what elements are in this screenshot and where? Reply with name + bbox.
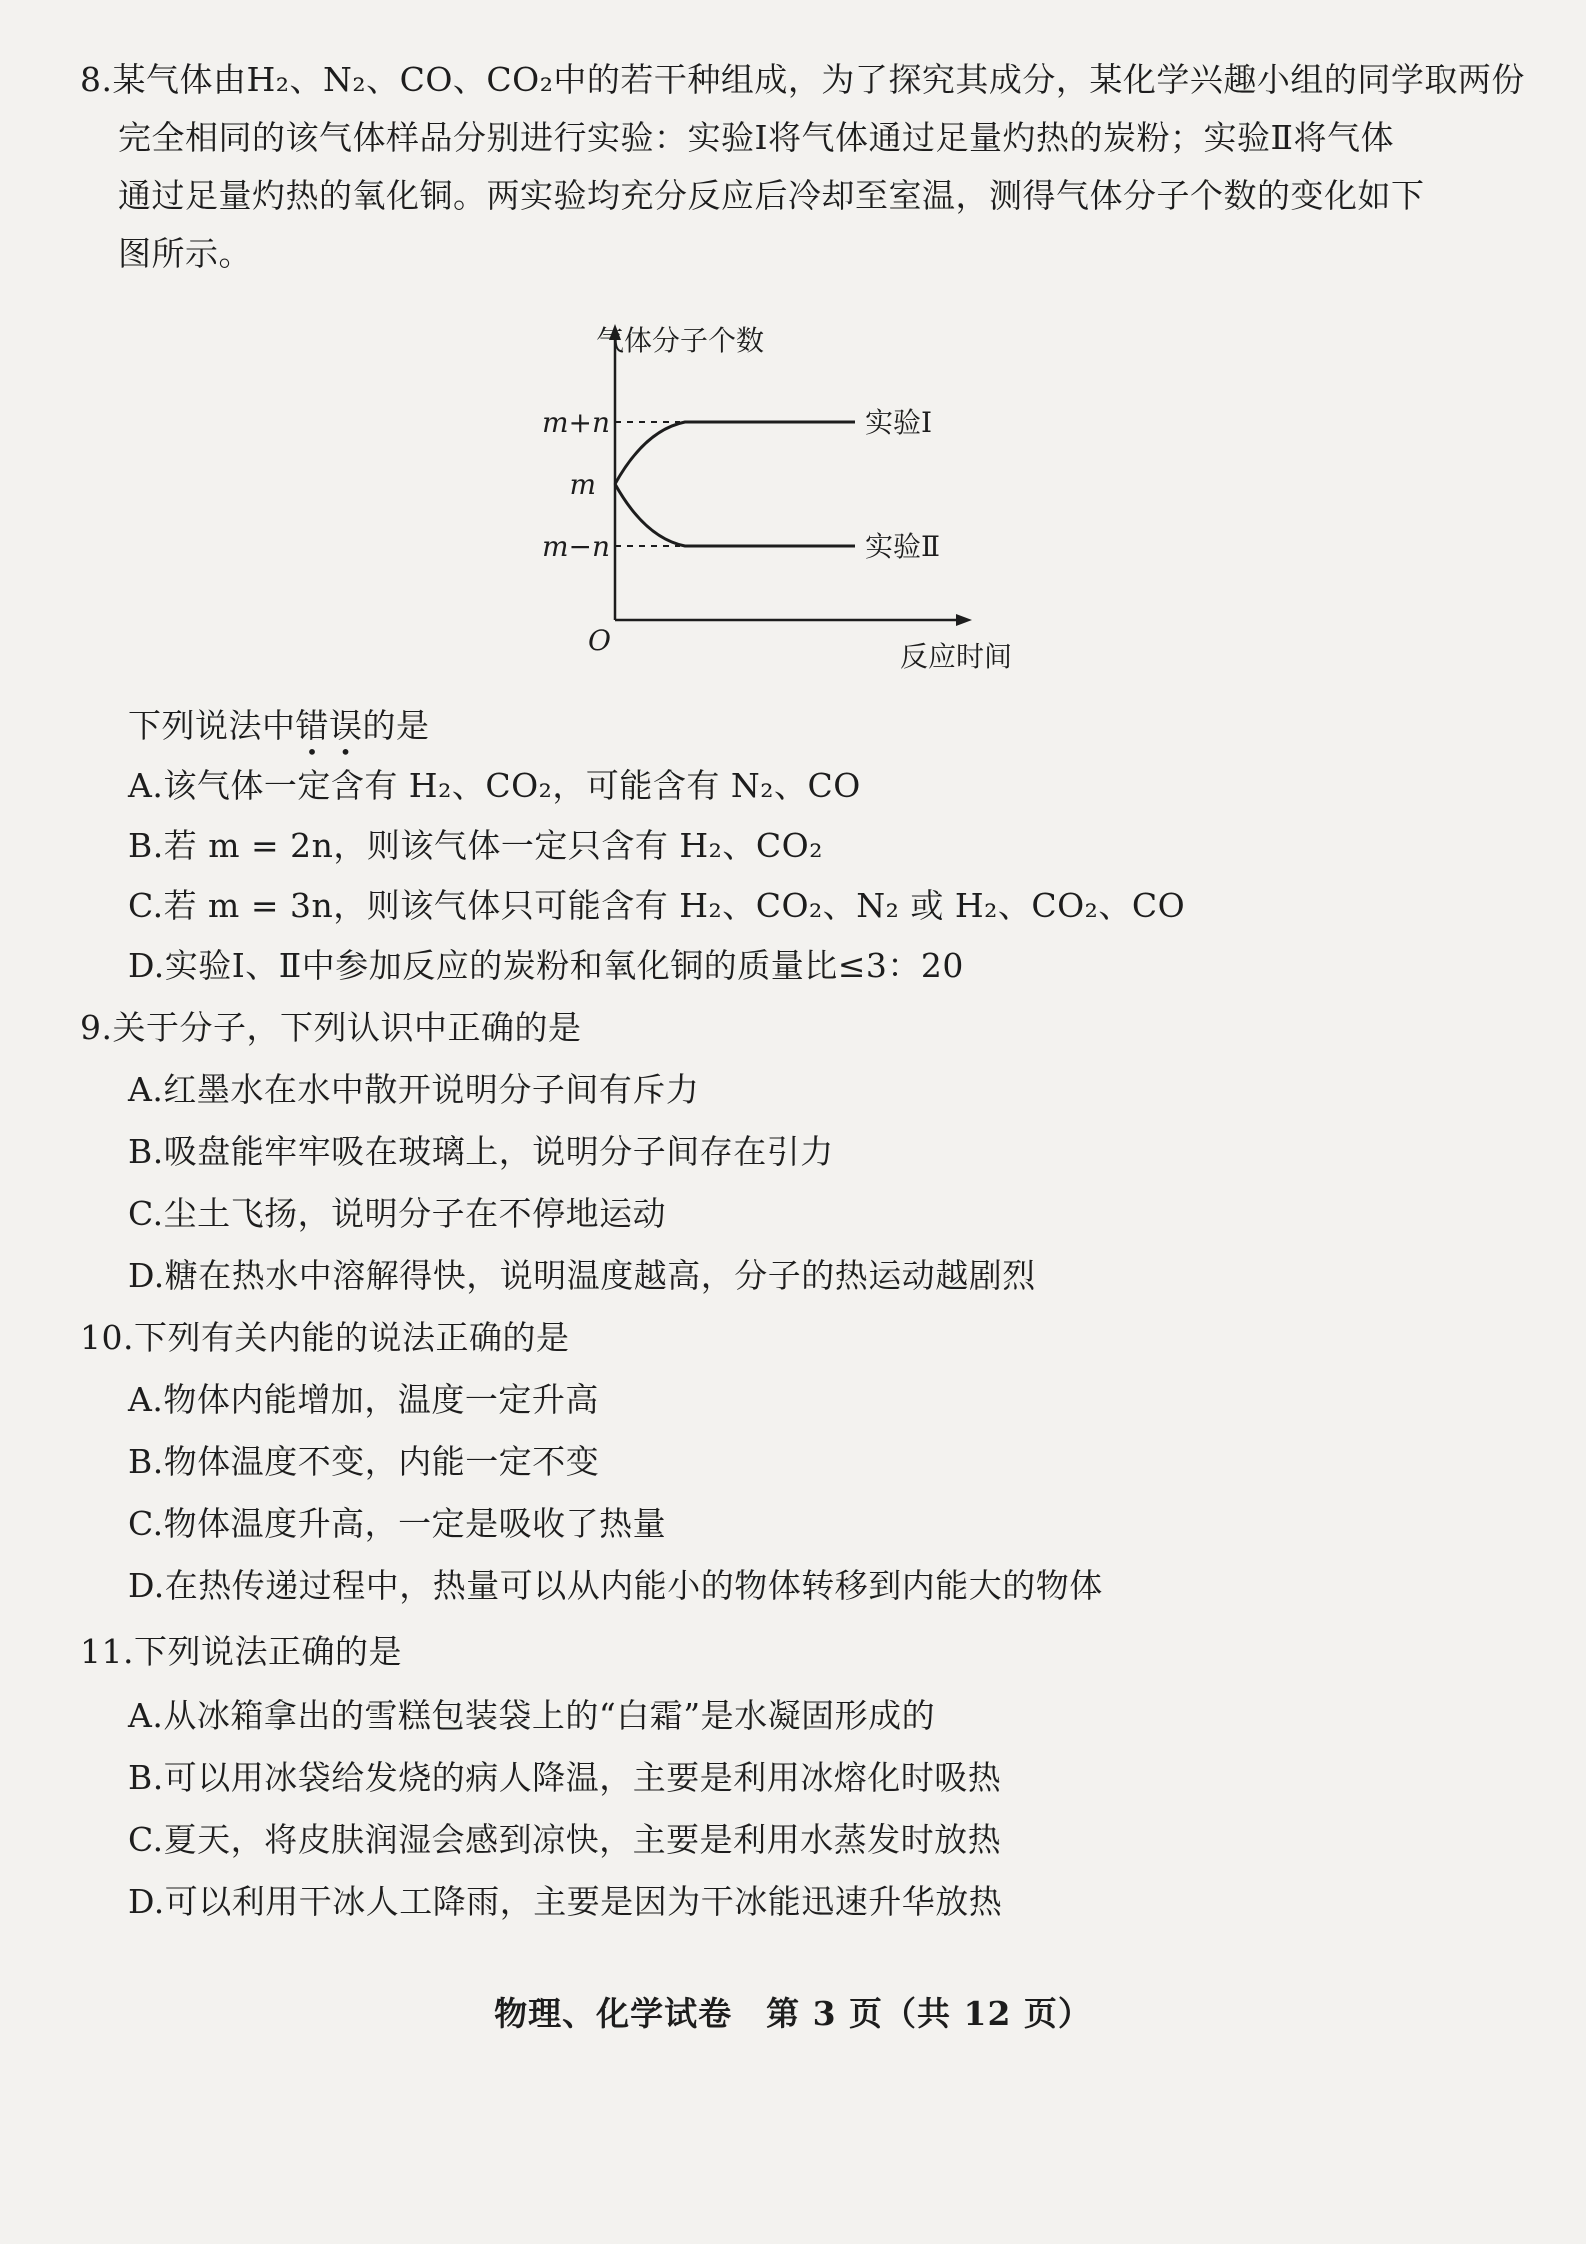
series-line-exp1 xyxy=(615,422,855,484)
series-label-exp1: 实验Ⅰ xyxy=(865,406,933,439)
q11-stem: 11.下列说法正确的是 xyxy=(80,1632,402,1671)
origin-label: O xyxy=(588,624,611,657)
y-axis-label: 气体分子个数 xyxy=(596,324,765,357)
q8-text-line-4: 图所示。 xyxy=(118,234,252,273)
q10-stem: 10.下列有关内能的说法正确的是 xyxy=(80,1318,570,1357)
q10-option-c: C.物体温度升高，一定是吸收了热量 xyxy=(128,1504,667,1543)
q8-option-c: C.若 m = 3n，则该气体只可能含有 H₂、CO₂、N₂ 或 H₂、CO₂、CO xyxy=(128,886,1186,925)
page-footer: 物理、化学试卷 第 3 页（共 12 页） xyxy=(494,1994,1092,2033)
q10-option-d: D.在热传递过程中，热量可以从内能小的物体转移到内能大的物体 xyxy=(128,1566,1103,1605)
q8-option-d: D.实验Ⅰ、Ⅱ中参加反应的炭粉和氧化铜的质量比≤3：20 xyxy=(128,946,964,985)
q8-text-line-1: 8.某气体由H₂、N₂、CO、CO₂中的若干种组成，为了探究其成分，某化学兴趣小组的同学取两份 xyxy=(80,60,1525,99)
q10-option-a: A.物体内能增加，温度一定升高 xyxy=(128,1380,599,1419)
x-axis-arrow xyxy=(956,614,972,626)
ytick-m: m xyxy=(569,468,596,501)
q9-option-a: A.红墨水在水中散开说明分子间有斥力 xyxy=(128,1070,700,1109)
q8-text-line-2: 完全相同的该气体样品分别进行实验：实验Ⅰ将气体通过足量灼热的炭粉；实验Ⅱ将气体 xyxy=(118,118,1394,157)
q10-option-b: B.物体温度不变，内能一定不变 xyxy=(128,1442,600,1481)
series-label-exp2: 实验Ⅱ xyxy=(865,530,941,563)
q9-stem: 9.关于分子，下列认识中正确的是 xyxy=(80,1008,582,1047)
q11-option-a: A.从冰箱拿出的雪糕包装袋上的“白霜”是水凝固形成的 xyxy=(128,1696,936,1735)
x-axis-label: 反应时间 xyxy=(900,640,1013,673)
emphasis-char-1: 错 xyxy=(295,706,329,745)
q8-stem: 下列说法中错误的是 xyxy=(128,704,430,748)
ytick-m-minus-n: m−n xyxy=(541,530,610,563)
gas-molecule-chart xyxy=(520,320,1040,690)
q9-option-d: D.糖在热水中溶解得快，说明温度越高，分子的热运动越剧烈 xyxy=(128,1256,1036,1295)
ytick-m-plus-n: m+n xyxy=(541,406,610,439)
q11-option-d: D.可以利用干冰人工降雨，主要是因为干冰能迅速升华放热 xyxy=(128,1882,1003,1921)
q9-option-c: C.尘土飞扬，说明分子在不停地运动 xyxy=(128,1194,667,1233)
series-line-exp2 xyxy=(615,484,855,546)
q8-text-line-3: 通过足量灼热的氧化铜。两实验均充分反应后冷却至室温，测得气体分子个数的变化如下 xyxy=(118,176,1425,215)
q11-option-b: B.可以用冰袋给发烧的病人降温，主要是利用冰熔化时吸热 xyxy=(128,1758,1002,1797)
q11-option-c: C.夏天，将皮肤润湿会感到凉快，主要是利用水蒸发时放热 xyxy=(128,1820,1002,1859)
q8-option-b: B.若 m = 2n，则该气体一定只含有 H₂、CO₂ xyxy=(128,826,823,865)
emphasis-char-2: 误 xyxy=(329,706,363,745)
q8-option-a: A.该气体一定含有 H₂、CO₂，可能含有 N₂、CO xyxy=(128,766,861,805)
q9-option-b: B.吸盘能牢牢吸在玻璃上，说明分子间存在引力 xyxy=(128,1132,834,1171)
